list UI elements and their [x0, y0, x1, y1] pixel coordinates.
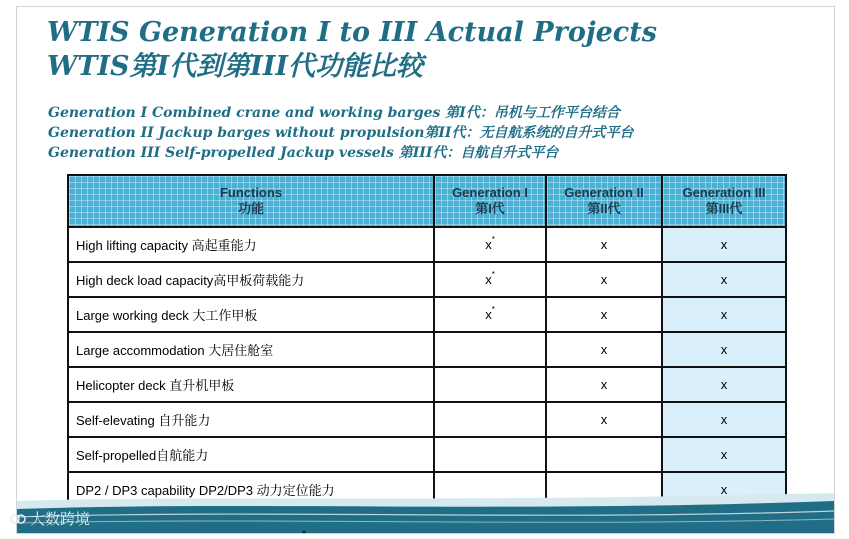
gen3-cell: x	[662, 332, 786, 367]
gen2-cell	[546, 437, 662, 472]
gen3-cell: x	[662, 297, 786, 332]
header-functions: Functions 功能	[68, 175, 434, 227]
subtitle-line-gen1: Generation I Combined crane and working barges 第I代：吊机与工作平台结合	[48, 105, 620, 121]
subtitle-line-gen2: Generation II Jackup barges without propulsion第II代：无自航系统的自升式平台	[48, 125, 634, 141]
table-row	[68, 402, 786, 437]
function-cell: DP2 / DP3 capability DP2/DP3 动力定位能力	[68, 472, 434, 507]
gen3-cell: x	[662, 472, 786, 507]
functions-comparison-table	[67, 174, 787, 508]
table-row	[68, 332, 786, 367]
table-header-row	[68, 175, 786, 227]
footer-wave-decoration	[17, 491, 834, 533]
gen2-cell: x	[546, 367, 662, 402]
gen1-cell: x*	[434, 297, 546, 332]
table-row	[68, 262, 786, 297]
gen3-cell: x	[662, 402, 786, 437]
header-generation-1: Generation I 第I代	[434, 175, 546, 227]
gen1-cell	[434, 402, 546, 437]
gen3-cell: x	[662, 437, 786, 472]
function-cell: High lifting capacity 高起重能力	[68, 227, 434, 262]
header-generation-3: Generation III 第III代	[662, 175, 786, 227]
function-cell: Large accommodation 大居住舱室	[68, 332, 434, 367]
gen1-cell	[434, 367, 546, 402]
footnote-mark: *	[302, 529, 306, 538]
function-cell: Self-elevating 自升能力	[68, 402, 434, 437]
gen3-cell: x	[662, 367, 786, 402]
watermark-text: 大数跨境	[30, 510, 91, 528]
gen2-cell: x	[546, 297, 662, 332]
slide-title-chinese: WTIS第I代到第III代功能比较	[47, 51, 424, 82]
gen2-cell: x	[546, 227, 662, 262]
gen2-cell: x	[546, 402, 662, 437]
table-row	[68, 367, 786, 402]
gen2-cell: x	[546, 332, 662, 367]
slide	[16, 6, 835, 534]
gen1-cell	[434, 437, 546, 472]
function-cell: Large working deck 大工作甲板	[68, 297, 434, 332]
logo-icon	[10, 512, 26, 526]
function-cell: High deck load capacity高甲板荷载能力	[68, 262, 434, 297]
table-row	[68, 297, 786, 332]
gen1-cell: x*	[434, 262, 546, 297]
table-row	[68, 437, 786, 472]
header-generation-2: Generation II 第II代	[546, 175, 662, 227]
subtitle-line-gen3: Generation III Self-propelled Jackup vessels 第III代：自航自升式平台	[48, 145, 559, 161]
gen1-cell	[434, 332, 546, 367]
slide-title: WTIS Generation I to III Actual Projects	[47, 17, 657, 48]
gen3-cell: x	[662, 262, 786, 297]
function-cell: Self-propelled自航能力	[68, 437, 434, 472]
gen3-cell: x	[662, 227, 786, 262]
watermark-logo	[10, 508, 90, 529]
gen1-cell: x*	[434, 227, 546, 262]
gen2-cell: x	[546, 262, 662, 297]
function-cell: Helicopter deck 直升机甲板	[68, 367, 434, 402]
table-row	[68, 227, 786, 262]
